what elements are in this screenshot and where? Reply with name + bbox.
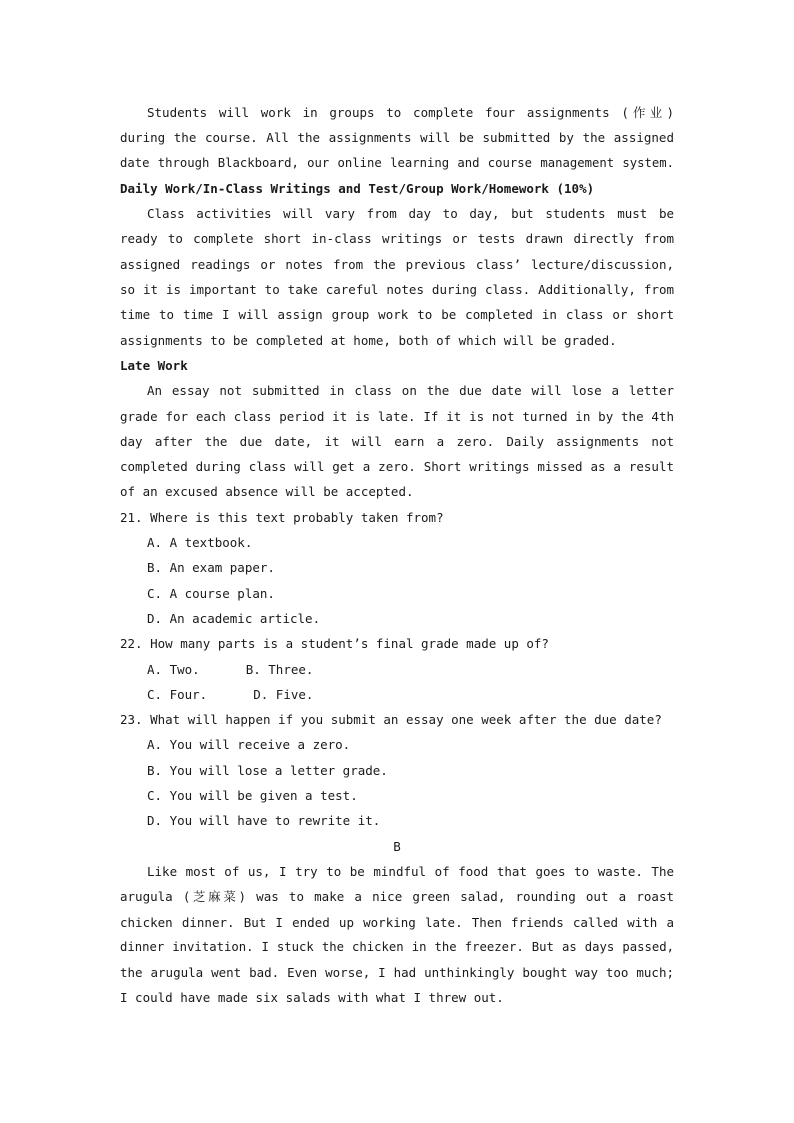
- daily-line: so it is important to take careful notes during class. Additionally, from: [120, 282, 674, 298]
- section-b-line: Like most of us, I try to be mindful of food that goes to waste. The: [147, 863, 674, 879]
- late-line: day after the due date, it will earn a zero. Daily assignments not: [120, 433, 674, 449]
- question-22-option: A. Two.: [147, 661, 200, 677]
- daily-line: Class activities will vary from day to day, but students must be: [147, 206, 674, 222]
- section-b-line: dinner invitation. I stuck the chicken in the freezer. But as days passed,: [120, 939, 674, 954]
- question-22-option: C. Four.: [147, 686, 208, 702]
- daily-line: ready to complete short in-class writings or tests drawn directly from: [120, 231, 674, 247]
- question-23-option: A. You will receive a zero.: [147, 737, 351, 753]
- question-21-option: B. An exam paper.: [147, 560, 275, 576]
- document-page: [120, 100, 674, 1011]
- intro-line: during the course. All the assignments will be submitted by the assigned: [120, 130, 674, 146]
- daily-line: assigned readings or notes from the previous class’ lecture/discussion,: [120, 256, 674, 272]
- heading-daily-work: Daily Work/In-Class Writings and Test/Group Work/Homework (10%): [120, 180, 595, 196]
- section-b-line: chicken dinner. But I ended up working late. Then friends called with a: [120, 914, 674, 930]
- question-22-options-row: [120, 657, 674, 682]
- question-21-option: D. An academic article.: [147, 610, 321, 626]
- daily-line: time to time I will assign group work to be completed in class or short: [120, 307, 674, 323]
- question-22-option: B. Three.: [245, 661, 314, 677]
- late-line: grade for each class period it is late. If it is not turned in by the 4th: [120, 408, 674, 424]
- intro-line: date through Blackboard, our online learning and course management system.: [120, 155, 674, 170]
- intro-line: Students will work in groups to complete four assignments (作业): [147, 105, 674, 120]
- section-b-line: I could have made six salads with what I threw out.: [120, 990, 504, 1006]
- question-22-stem: 22. How many parts is a student’s final grade made up of?: [120, 636, 549, 652]
- question-21-option: A. A textbook.: [147, 535, 253, 551]
- question-23-option: D. You will have to rewrite it.: [147, 813, 381, 829]
- question-22-option: D. Five.: [253, 686, 314, 702]
- late-line: An essay not submitted in class on the due date will lose a letter: [147, 383, 674, 399]
- question-23-stem: 23. What will happen if you submit an essay one week after the due date?: [120, 712, 662, 728]
- section-b-line: the arugula went bad. Even worse, I had unthinkingly bought way too much;: [120, 965, 674, 981]
- question-21-stem: 21. Where is this text probably taken from?: [120, 509, 444, 525]
- section-b-label: B: [393, 838, 401, 854]
- question-23-option: C. You will be given a test.: [147, 788, 358, 804]
- question-22-options-row: [120, 682, 674, 707]
- section-b-line: arugula (芝麻菜) was to make a nice green salad, rounding out a roast: [120, 889, 674, 905]
- question-23-option: B. You will lose a letter grade.: [147, 762, 388, 778]
- heading-late-work: Late Work: [120, 357, 188, 373]
- late-line: of an excused absence will be accepted.: [120, 484, 414, 500]
- daily-line: assignments to be completed at home, both of which will be graded.: [120, 332, 617, 348]
- late-line: completed during class will get a zero. Short writings missed as a result: [120, 459, 674, 475]
- question-21-option: C. A course plan.: [147, 585, 275, 601]
